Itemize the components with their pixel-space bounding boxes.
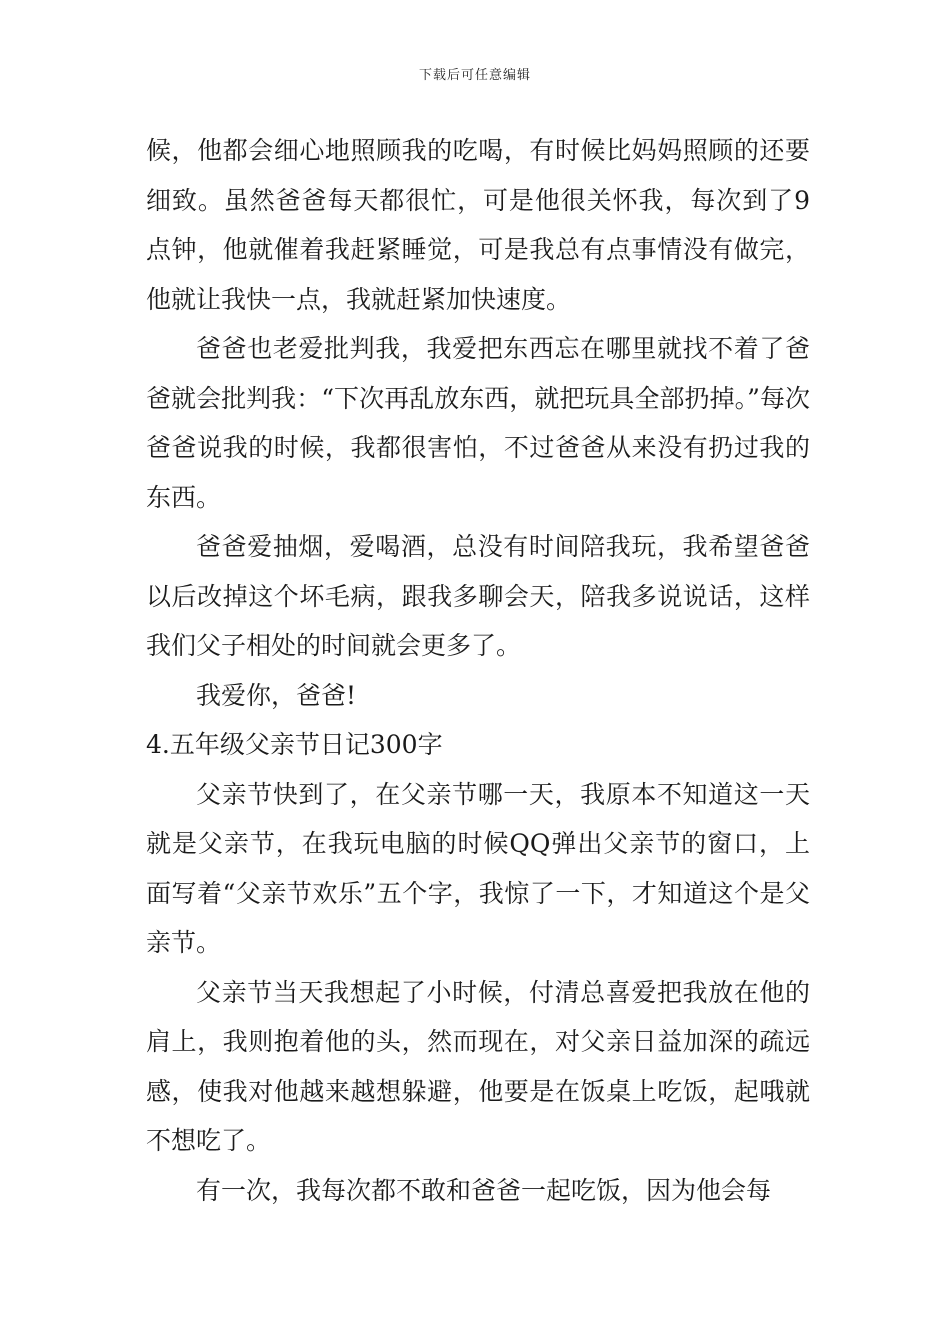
paragraph-6: 父亲节当天我想起了小时候，付清总喜爱把我放在他的肩上，我则抱着他的头，然而现在，对父亲日益加深的疏远感，使我对他越来越想躲避，他要是在饭桌上吃饭，起哦就不想吃了。	[146, 977, 810, 1155]
paragraph-5: 父亲节快到了，在父亲节哪一天，我原本不知道这一天就是父亲节，在我玩电脑的时候QQ弹出父亲节的窗口，上面写着“父亲节欢乐”五个字，我惊了一下，才知道这个是父亲节。	[146, 779, 810, 957]
page-header: 下载后可任意编辑	[418, 68, 531, 83]
paragraph-1: 候，他都会细心地照顾我的吃喝，有时候比妈妈照顾的还要细致。虽然爸爸每天都很忙，可是他很关怀我，每次到了9点钟，他就催着我赶紧睡觉，可是我总有点事情没有做完，他就让我快一点，我就赶紧加快速度。	[146, 136, 810, 314]
paragraph-3: 爸爸爱抽烟，爱喝酒，总没有时间陪我玩，我希望爸爸以后改掉这个坏毛病，跟我多聊会天，陪我多说说话，这样我们父子相处的时间就会更多了。	[146, 532, 810, 660]
paragraph-7: 有一次，我每次都不敢和爸爸一起吃饭，因为他会每	[196, 1175, 772, 1205]
document-body	[146, 126, 810, 1215]
section-heading: 4.五年级父亲节日记300字	[146, 730, 443, 759]
paragraph-4: 我爱你，爸爸!	[196, 680, 357, 710]
paragraph-2: 爸爸也老爱批判我，我爱把东西忘在哪里就找不着了爸爸就会批判我：“下次再乱放东西，就把玩具全部扔掉。”每次爸爸说我的时候，我都很害怕，不过爸爸从来没有扔过我的东西。	[146, 334, 810, 512]
